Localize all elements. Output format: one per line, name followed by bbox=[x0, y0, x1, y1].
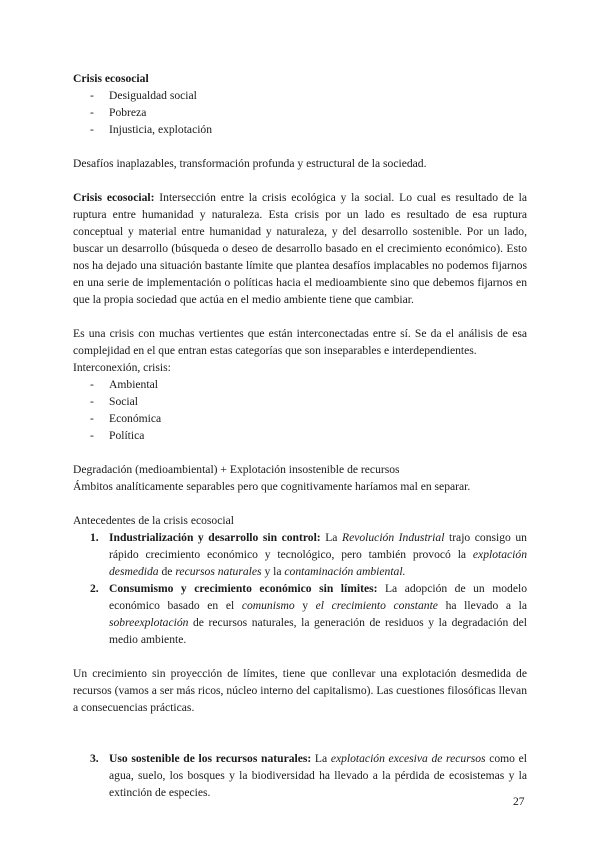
page-number: 27 bbox=[513, 795, 525, 808]
numbered-item: 2. Consumismo y crecimiento económico sin límites: La adopción de un modelo económico basado en el comunismo y el crecimiento constante ha llevado a la sobreexplotación de recursos naturales, la generación de residuos y la degradación del medio ambiente. bbox=[90, 582, 527, 646]
list-item: - Económica bbox=[73, 410, 527, 427]
antecedentes-title: Antecedentes de la crisis ecosocial bbox=[73, 514, 234, 527]
list-item: - Desigualdad social bbox=[73, 87, 527, 104]
section-title: Crisis ecosocial bbox=[73, 72, 149, 85]
desafios-paragraph: Desafíos inaplazables, transformación profunda y estructural de la sociedad. bbox=[73, 157, 427, 170]
interconexion-list bbox=[73, 376, 527, 444]
document-page bbox=[73, 70, 527, 801]
vertientes-paragraph: Es una crisis con muchas vertientes que están interconectadas entre sí. Se da el análisis de esa complejidad en el que entran estas categorías que son inseparables e interdependientes. bbox=[73, 327, 527, 357]
list-item: - Ambiental bbox=[73, 376, 527, 393]
crisis-list bbox=[73, 87, 527, 138]
numbered-item: 3. Uso sostenible de los recursos naturales: La explotación excesiva de recursos como el agua, suelo, los bosques y la biodiversidad ha llevado a la pérdida de ecosistemas y la extinción de especies. bbox=[90, 752, 527, 799]
definition-paragraph: Crisis ecosocial: Intersección entre la crisis ecológica y la social. Lo cual es resultado de la ruptura entre humanidad y naturaleza. Esta crisis por un lado es resultado de esa ruptura conceptual y material entre humanidad y naturaleza, y del desarrollo sostenible. Por un lado, buscar un desarrollo (búsqueda o deseo de desarrollo basado en el crecimiento económico). Esto nos ha dejado una situación bastante límite que plantea desafíos implacables no podemos fijarnos en una serie de implementación o políticas hacia el medioambiente sino que debemos fijarnos en que la propia sociedad que actúa en el medio ambiente tiene que cambiar. bbox=[73, 191, 527, 306]
numbered-item: 1. Industrialización y desarrollo sin control: La Revolución Industrial trajo consigo un rápido crecimiento económico y tecnológico, pero también provocó la explotación desmedida de recursos naturales y la contaminación ambiental. bbox=[90, 531, 527, 578]
crecimiento-paragraph: Un crecimiento sin proyección de límites, tiene que conllevar una explotación desmedida de recursos (vamos a ser más ricos, núcleo interno del capitalismo). Las cuestiones filosóficas llevan a consecuencias prácticas. bbox=[73, 667, 527, 714]
definition-label: Crisis ecosocial: bbox=[73, 191, 155, 204]
list-item: - Pobreza bbox=[73, 104, 527, 121]
degradacion-line: Degradación (medioambiental) + Explotación insostenible de recursos bbox=[73, 463, 400, 476]
list-item: - Injusticia, explotación bbox=[73, 121, 527, 138]
antecedentes-list-continued bbox=[73, 750, 527, 801]
interconexion-title: Interconexión, crisis: bbox=[73, 361, 171, 374]
list-item: - Política bbox=[73, 427, 527, 444]
list-item: - Social bbox=[73, 393, 527, 410]
ambitos-line: Ámbitos analíticamente separables pero que cognitivamente haríamos mal en separar. bbox=[73, 480, 471, 493]
antecedentes-list bbox=[73, 529, 527, 648]
